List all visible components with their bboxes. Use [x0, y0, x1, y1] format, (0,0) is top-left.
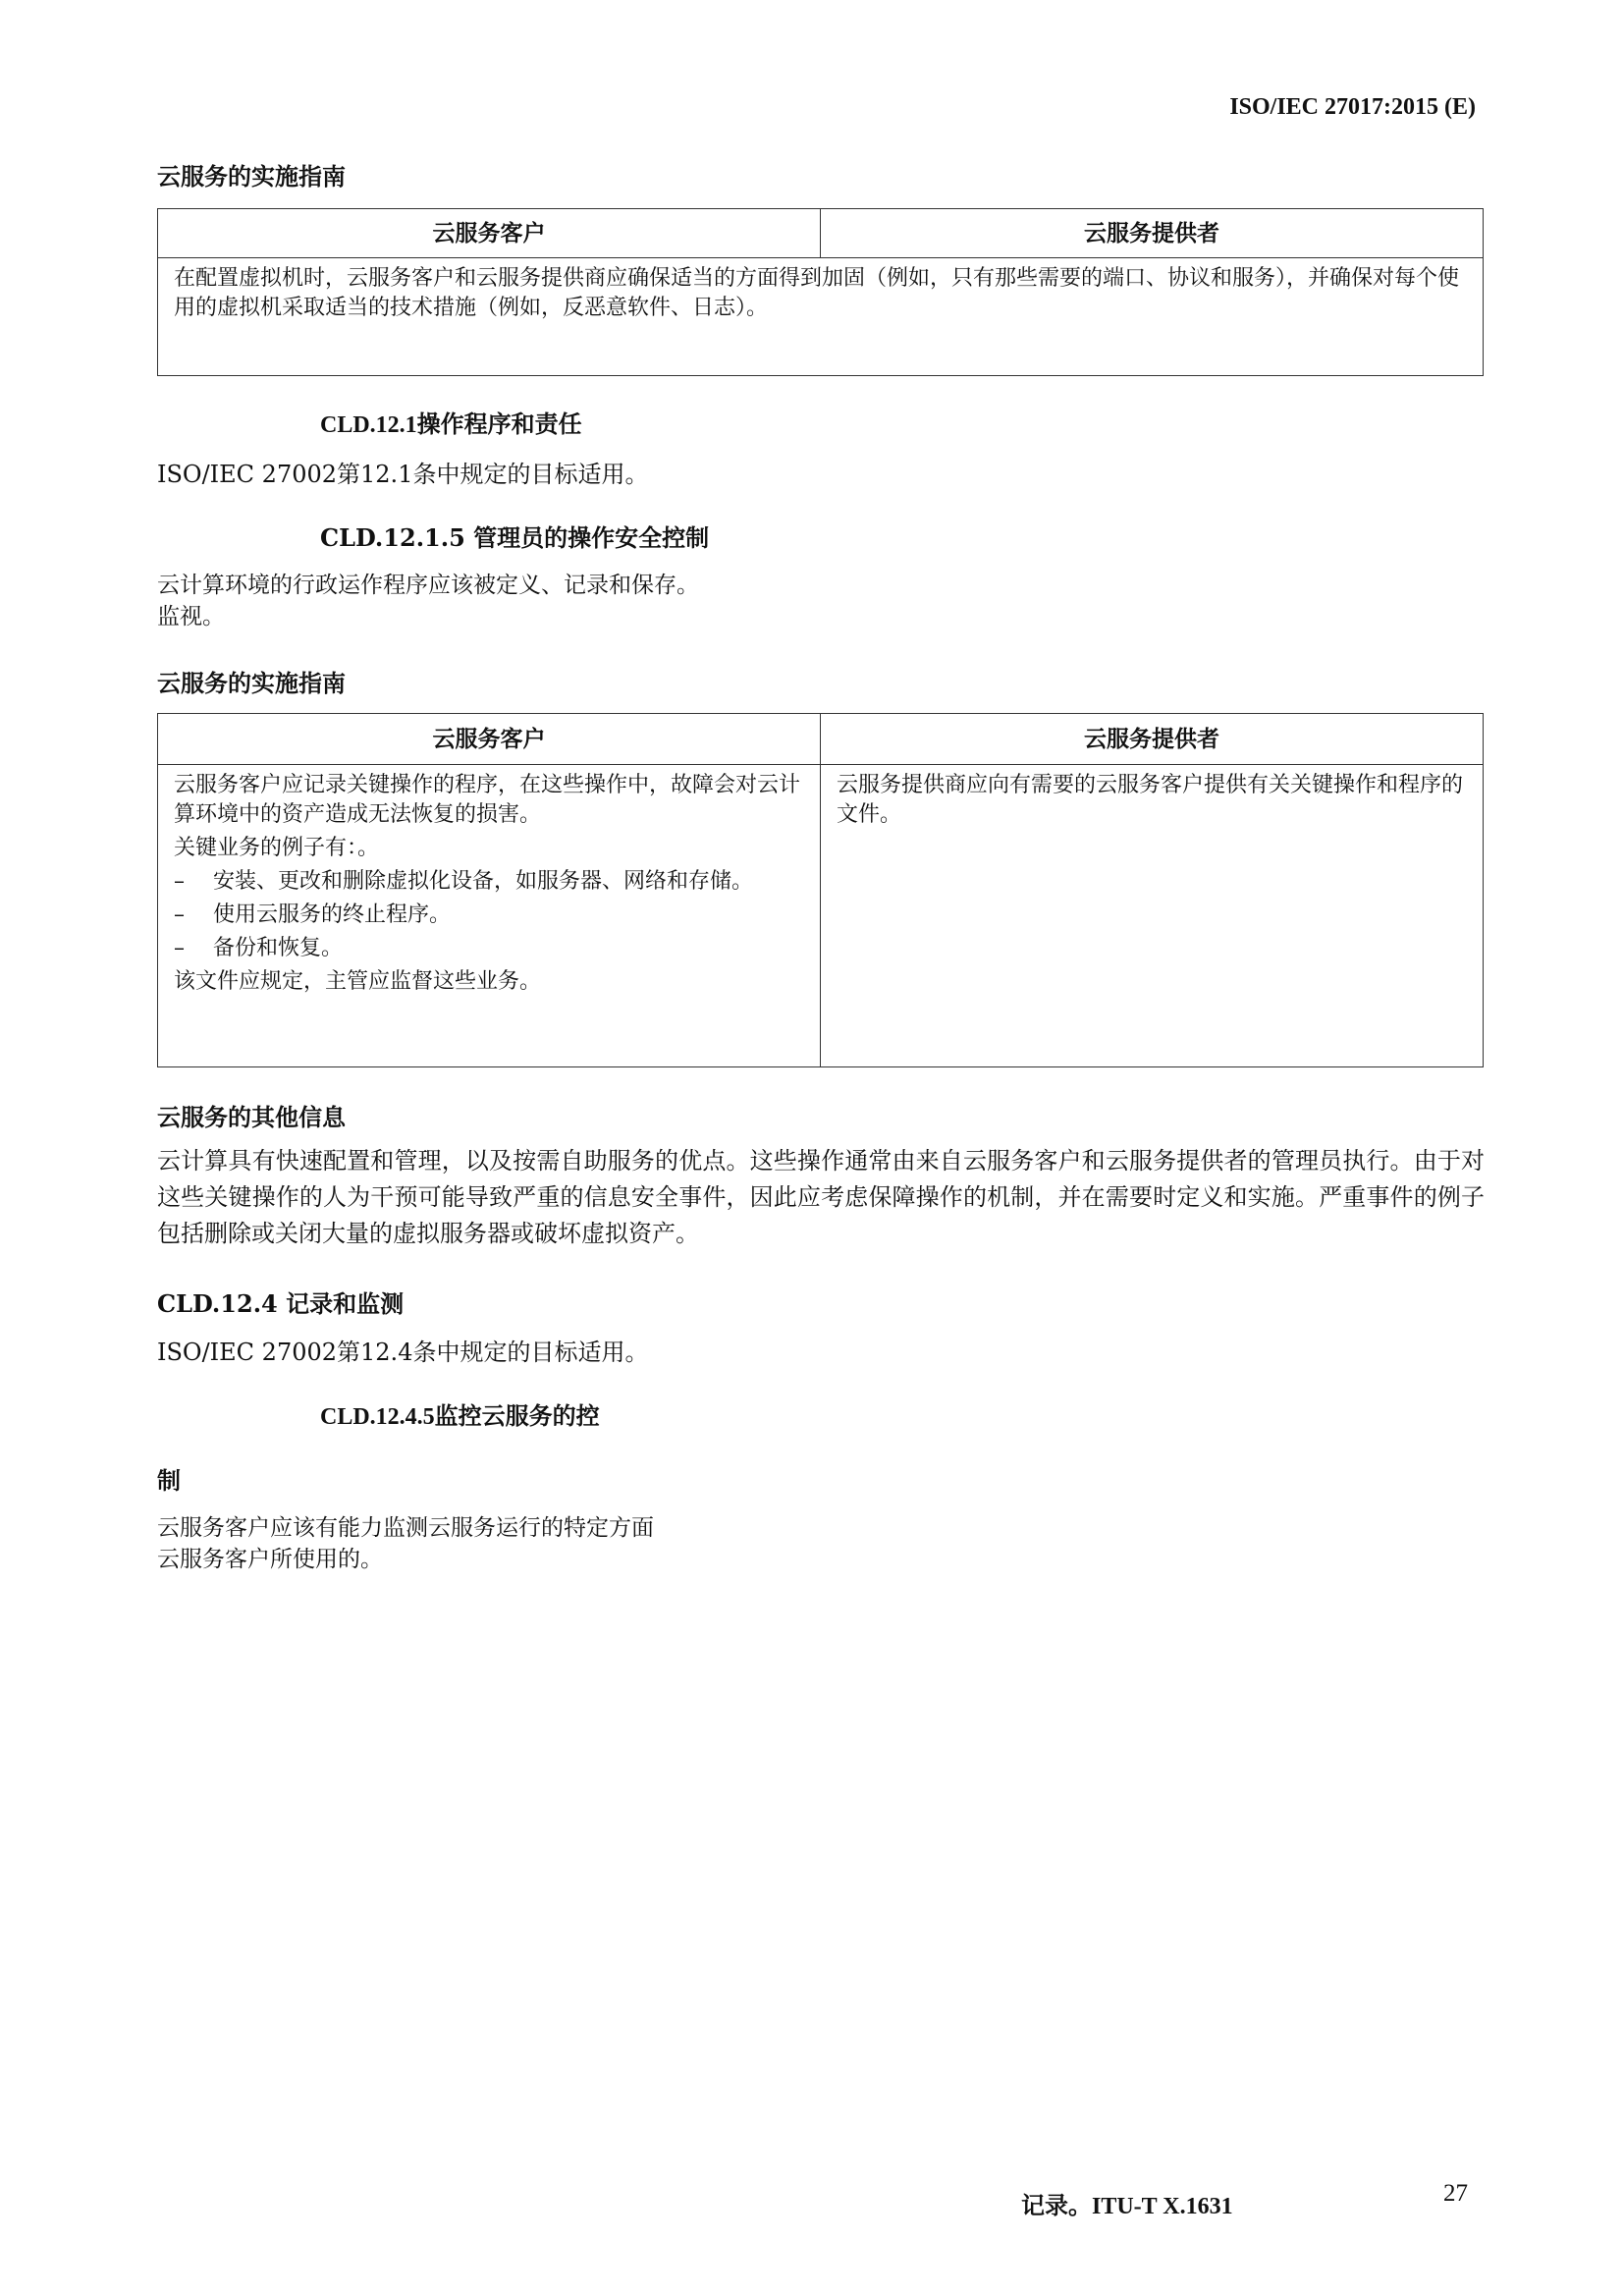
other-info-paragraph: 云计算具有快速配置和管理，以及按需自助服务的优点。这些操作通常由来自云服务客户和云服务提供者的管理员执行。由于对这些关键操作的人为干预可能导致严重的信息安全事件，因此应考虑保障操作的机制，并在需要时定义和实施。严重事件的例子包括删除或关闭大量的虚拟服务器或破坏虚拟资产。 — [157, 1147, 1485, 1247]
column-header-customer: 云服务客户 — [158, 714, 821, 765]
clause-title-12-1-5: CLD.12.1.5 管理员的操作安全控制 — [320, 523, 710, 552]
table-body-text: 在配置虚拟机时，云服务客户和云服务提供商应确保适当的方面得到加固（例如，只有那些需要的端口、协议和服务），并确保对每个使用的虚拟机采取适当的技术措施（例如，反恶意软件、日志）。 — [158, 258, 1484, 376]
customer-closing: 该文件应规定，主管应监督这些业务。 — [174, 969, 542, 994]
dash-marker: – — [174, 936, 185, 960]
clause-title-continuation: 制 — [157, 1466, 181, 1495]
list-item: – 备份和恢复。 — [174, 934, 804, 963]
guidance-table-2 — [157, 713, 1484, 1067]
clause-text-12-4: ISO/IEC 27002第12.4条中规定的目标适用。 — [157, 1339, 649, 1366]
footer-record: 记录。ITU-T X.1631 — [1021, 2194, 1233, 2219]
control-text-line-1: 云计算环境的行政运作程序应该被定义、记录和保存。 — [157, 573, 699, 598]
customer-examples-label: 关键业务的例子有：。 — [174, 836, 380, 860]
document-header: ISO/IEC 27017:2015 (E) — [1229, 94, 1476, 120]
control-text-line-1: 云服务客户应该有能力监测云服务运行的特定方面 — [157, 1515, 654, 1541]
clause-title-12-4: CLD.12.4 记录和监测 — [157, 1289, 405, 1318]
list-item: – 安装、更改和删除虚拟化设备，如服务器、网络和存储。 — [174, 867, 804, 897]
dash-marker: – — [174, 902, 185, 927]
column-header-provider: 云服务提供者 — [821, 209, 1484, 258]
clause-title-12-1: CLD.12.1操作程序和责任 — [320, 412, 582, 438]
provider-guidance-cell: 云服务提供商应向有需要的云服务客户提供有关关键操作和程序的文件。 — [821, 765, 1484, 1067]
list-item: – 使用云服务的终止程序。 — [174, 901, 804, 930]
control-text-line-2: 监视。 — [157, 604, 225, 629]
section-heading: 云服务的实施指南 — [157, 162, 346, 191]
column-header-provider: 云服务提供者 — [821, 714, 1484, 765]
customer-guidance-cell — [158, 765, 821, 1067]
clause-text-12-1: ISO/IEC 27002第12.1条中规定的目标适用。 — [157, 461, 649, 488]
page-number: 27 — [1443, 2180, 1468, 2207]
clause-title-12-4-5: CLD.12.4.5监控云服务的控 — [320, 1404, 600, 1430]
customer-intro: 云服务客户应记录关键操作的程序，在这些操作中，故障会对云计算环境中的资产造成无法恢复的损害。 — [174, 773, 801, 827]
guidance-table-1 — [157, 208, 1484, 376]
section-heading: 云服务的其他信息 — [157, 1103, 346, 1131]
section-heading: 云服务的实施指南 — [157, 669, 346, 697]
column-header-customer: 云服务客户 — [158, 209, 821, 258]
control-text-line-2: 云服务客户所使用的。 — [157, 1547, 383, 1572]
dash-marker: – — [174, 869, 185, 894]
